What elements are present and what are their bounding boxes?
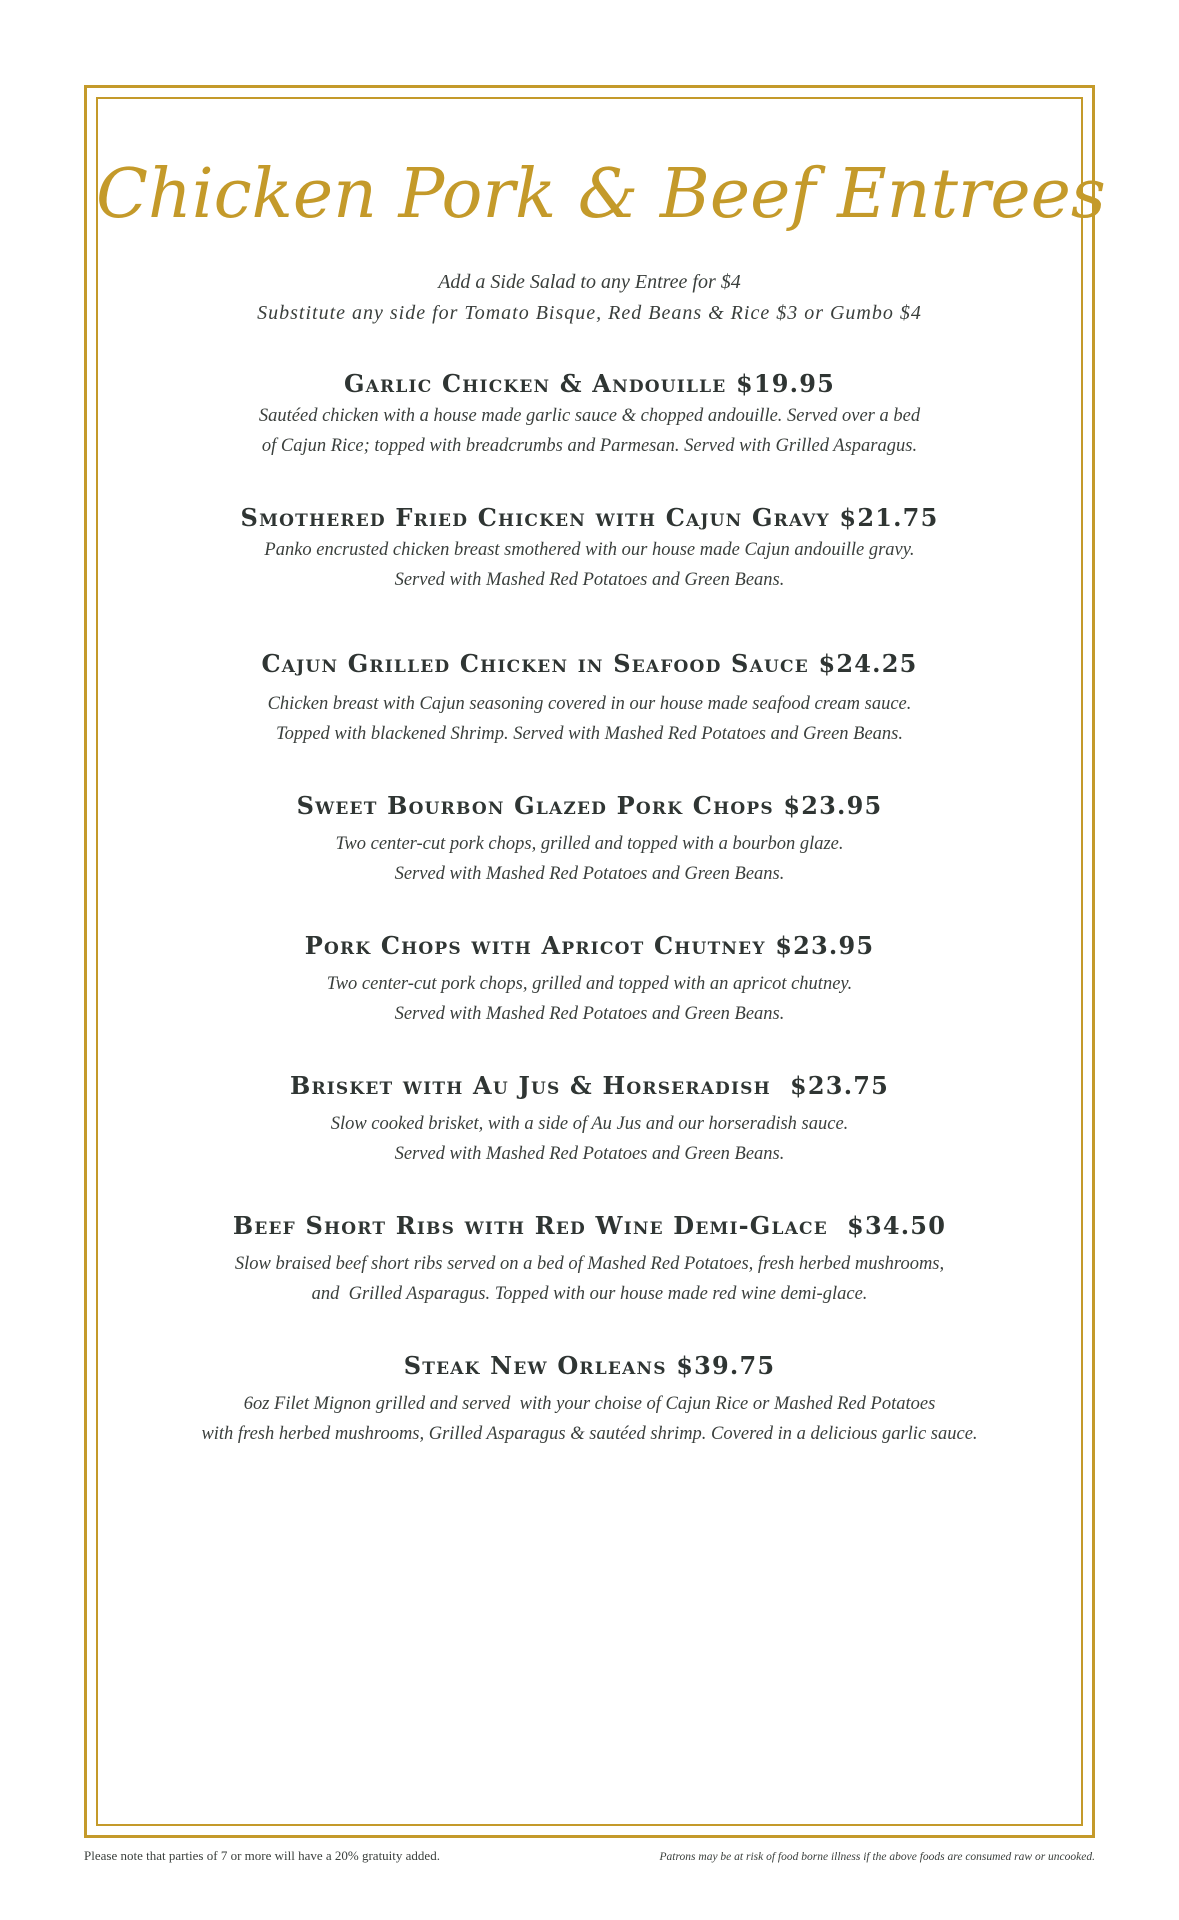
gratuity-note: Please note that parties of 7 or more will have a 20% gratuity added. (84, 1848, 440, 1863)
menu-item-name: Brisket with Au Jus & Horseradish $23.75 (289, 1071, 890, 1100)
menu-item-name: Garlic Chicken & Andouille $19.95 (343, 369, 836, 398)
menu-item-description-line: and Grilled Asparagus. Topped with our house made red wine demi-glace. (311, 1284, 868, 1304)
menu-item (96, 1351, 1083, 1449)
menu-item-description-line: Chicken breast with Cajun seasoning covered in our house made seafood cream sauce. (267, 694, 912, 714)
menu-item-description-line: Two center-cut pork chops, grilled and topped with an apricot chutney. (326, 974, 853, 994)
menu-item-description (96, 535, 1083, 595)
menu-item (96, 791, 1083, 889)
menu-item (96, 503, 1083, 595)
menu-item-description (96, 689, 1083, 749)
menu-item-name: Steak New Orleans $39.75 (403, 1351, 776, 1380)
menu-item-description-line: Served with Mashed Red Potatoes and Green Beans. (394, 570, 785, 590)
food-safety-disclaimer: Patrons may be at risk of food borne illness if the above foods are consumed raw or uncooked. (659, 1851, 1095, 1863)
menu-item-description-line: Slow cooked brisket, with a side of Au Jus and our horseradish sauce. (330, 1114, 849, 1134)
intro-line-substitute: Substitute any side for Tomato Bisque, Red Beans & Rice $3 or Gumbo $4 (257, 302, 922, 324)
page-title: Chicken Pork & Beef Entrees (96, 155, 1106, 234)
menu-item (96, 369, 1083, 461)
menu-item-description (96, 829, 1083, 889)
menu-content (96, 97, 1106, 1449)
menu-item (96, 931, 1083, 1029)
menu-item-description-line: Served with Mashed Red Potatoes and Green Beans. (394, 864, 785, 884)
menu-item (96, 1211, 1083, 1309)
menu-item-name: Smothered Fried Chicken with Cajun Gravy $21.75 (240, 503, 939, 532)
menu-item-name: Beef Short Ribs with Red Wine Demi-Glace $34.50 (232, 1211, 947, 1240)
menu-item-name: Pork Chops with Apricot Chutney $23.95 (304, 931, 875, 960)
menu-item (96, 649, 1083, 749)
menu-item-description (96, 401, 1083, 461)
menu-item-name: Cajun Grilled Chicken in Seafood Sauce $24.25 (261, 649, 918, 678)
menu-item-description-line: with fresh herbed mushrooms, Grilled Asparagus & sautéed shrimp. Covered in a delicious garlic sauce. (201, 1424, 978, 1444)
menu-item-description-line: of Cajun Rice; topped with breadcrumbs and Parmesan. Served with Grilled Asparagus. (261, 436, 918, 456)
menu-item-description-line: Slow braised beef short ribs served on a bed of Mashed Red Potatoes, fresh herbed mushrooms, (234, 1254, 945, 1274)
menu-item-description-line: Served with Mashed Red Potatoes and Green Beans. (394, 1144, 785, 1164)
menu-item-description-line: Panko encrusted chicken breast smothered with our house made Cajun andouille gravy. (264, 540, 915, 560)
menu-item-description (96, 1389, 1083, 1449)
menu-item-description-line: Served with Mashed Red Potatoes and Green Beans. (394, 1004, 785, 1024)
intro-line-side-salad: Add a Side Salad to any Entree for $4 (438, 271, 741, 293)
menu-item-description (96, 1249, 1083, 1309)
menu-item-description-line: Topped with blackened Shrimp. Served with Mashed Red Potatoes and Green Beans. (275, 724, 903, 744)
menu-item (96, 1071, 1083, 1169)
menu-item-description (96, 969, 1083, 1029)
menu-item-description-line: Two center-cut pork chops, grilled and topped with a bourbon glaze. (335, 834, 844, 854)
menu-item-name: Sweet Bourbon Glazed Pork Chops $23.95 (296, 791, 883, 820)
menu-item-description-line: Sautéed chicken with a house made garlic sauce & chopped andouille. Served over a bed (258, 406, 921, 426)
menu-item-description-line: 6oz Filet Mignon grilled and served with your choise of Cajun Rice or Mashed Red Potatoes (243, 1394, 936, 1414)
menu-item-description (96, 1109, 1083, 1169)
intro-notes (96, 267, 1083, 329)
